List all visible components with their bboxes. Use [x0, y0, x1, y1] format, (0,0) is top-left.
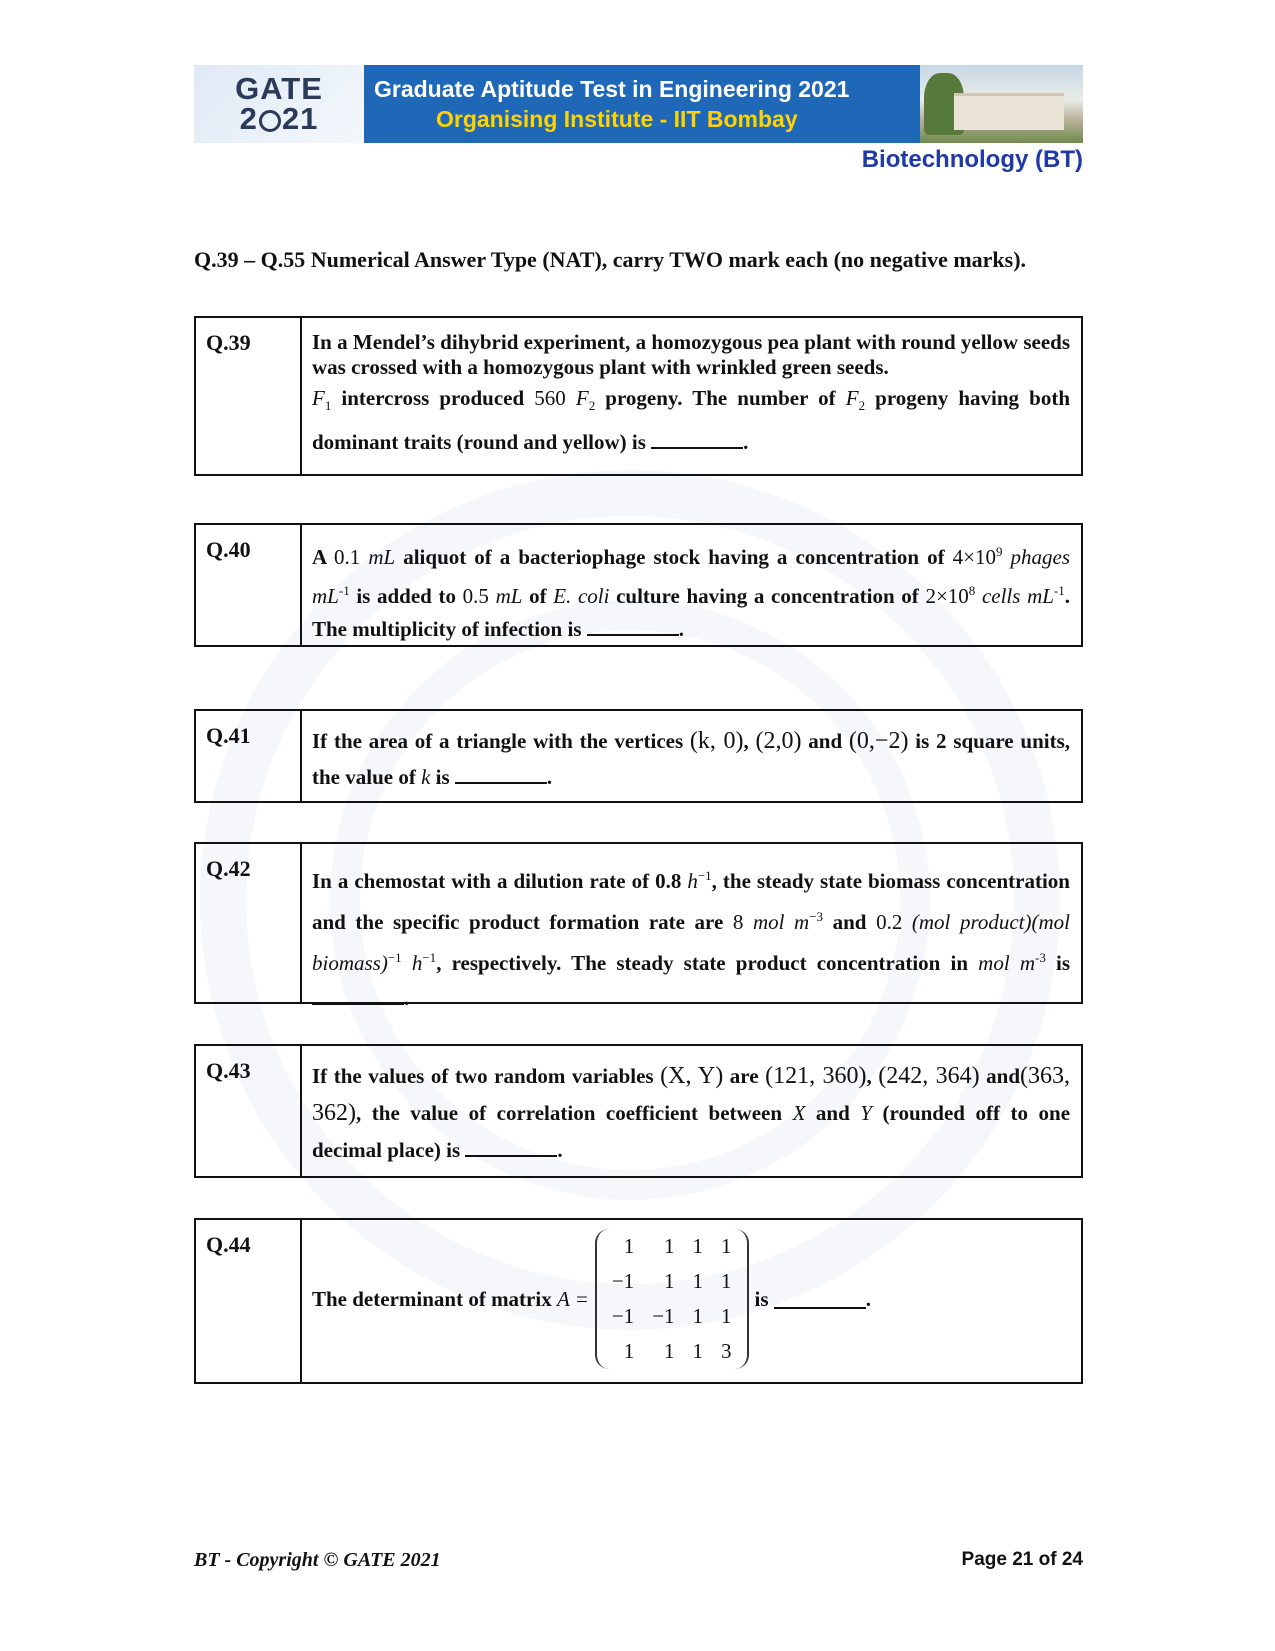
section-heading: Q.39 – Q.55 Numerical Answer Type (NAT), carry TWO mark each (no negative marks). [194, 247, 1027, 272]
answer-blank [651, 429, 743, 449]
matrix-cell: 1 [721, 1234, 732, 1258]
question-43 [194, 1044, 1083, 1178]
matrix-cell: −1 [652, 1304, 675, 1328]
question-text: If the values of two random variables (X, Y) are (121, 360), (242, 364) and(363, 362), the value of correlation coefficient between X and Y (rounded off to one decimal place) is . [312, 1063, 1071, 1162]
answer-blank [774, 1289, 866, 1309]
matrix-cell: 1 [692, 1234, 704, 1258]
footer-page-number: Page 21 of 24 [961, 1549, 1083, 1570]
matrix-cell: 1 [623, 1234, 635, 1258]
subject-label: Biotechnology (BT) [861, 146, 1083, 173]
question-text: In a Mendel’s dihybrid experiment, a homozygous pea plant with round yellow seeds was crossed with a homozygous plant with wrinkled green seeds. $F_1$ intercross produced 560 $F_2$ progeny. The number of $F_2$ progeny having both dominant traits (round and yellow) is . [312, 330, 1070, 455]
question-42 [194, 842, 1083, 1010]
matrix-cell: −1 [611, 1269, 635, 1293]
matrix-cell: 1 [721, 1269, 732, 1293]
institute-building-image [920, 65, 1083, 143]
banner-title: Graduate Aptitude Test in Engineering 2021 [374, 76, 850, 102]
matrix-cell: 1 [692, 1269, 704, 1293]
matrix-cell: 1 [692, 1304, 704, 1328]
question-39 [194, 316, 1083, 476]
answer-blank [455, 764, 547, 784]
matrix-cell: 3 [721, 1339, 732, 1363]
question-number: Q.41 [196, 711, 302, 801]
matrix-a [595, 1229, 749, 1369]
matrix-row [603, 1299, 741, 1334]
building-shape [954, 93, 1064, 130]
logo-line2: 2 21 [239, 101, 319, 136]
answer-blank [587, 616, 679, 636]
matrix-row [603, 1334, 741, 1369]
matrix-cell: −1 [611, 1304, 635, 1328]
question-text: In a chemostat with a dilution rate of 0.8 $h^{-1}$, the steady state biomass concentration and the specific product formation rate are 8 mol $m^{-3}$ and 0.2 (mol product)(mol biomass)$^{-1}$ $h^{-1}$, respectively. The steady state product concentration in mol $m^{-3}$ is . [312, 868, 1070, 1010]
seal-icon [259, 110, 281, 132]
gate-logo [194, 65, 364, 143]
banner-organiser: Organising Institute - IIT Bombay [436, 106, 798, 132]
answer-blank [465, 1137, 557, 1157]
matrix-row [603, 1264, 741, 1299]
matrix-cell: 1 [721, 1304, 732, 1328]
banner-title-block [364, 65, 920, 143]
question-text: If the area of a triangle with the vertices (k, 0), (2,0) and (0,−2) is 2 square units, the value of k is . [312, 728, 1071, 789]
matrix-row [603, 1229, 741, 1264]
matrix-cell: 1 [664, 1339, 675, 1363]
footer-copyright: BT - Copyright © GATE 2021 [194, 1549, 441, 1571]
question-number: Q.42 [196, 844, 302, 1002]
question-number: Q.40 [196, 525, 302, 645]
question-41 [194, 709, 1083, 803]
question-44 [194, 1218, 1083, 1384]
question-text: A 0.1 mL aliquot of a bacteriophage stock having a concentration of $4\times 10^9$ phages $mL^{-1}$ is added to 0.5 mL of E. coli culture having a concentration of $2\times 10^8$ cells $mL^{-1}$. The multiplicity of infection is . [312, 544, 1071, 641]
logo-line1: GATE [235, 71, 323, 106]
matrix-cell: 1 [664, 1269, 675, 1293]
question-number: Q.44 [196, 1220, 302, 1382]
matrix-cell: 1 [623, 1339, 635, 1363]
question-number: Q.39 [196, 318, 302, 474]
matrix-cell: 1 [664, 1234, 675, 1258]
answer-blank [312, 985, 404, 1005]
question-number: Q.43 [196, 1046, 302, 1176]
header-banner [194, 65, 1083, 143]
question-40 [194, 523, 1083, 647]
matrix-cell: 1 [692, 1339, 704, 1363]
question-text: The determinant of matrix A = 1 1 1 1 −1 1 1 1 −1 −1 1 1 1 1 1 3 is . [302, 1220, 1081, 1382]
